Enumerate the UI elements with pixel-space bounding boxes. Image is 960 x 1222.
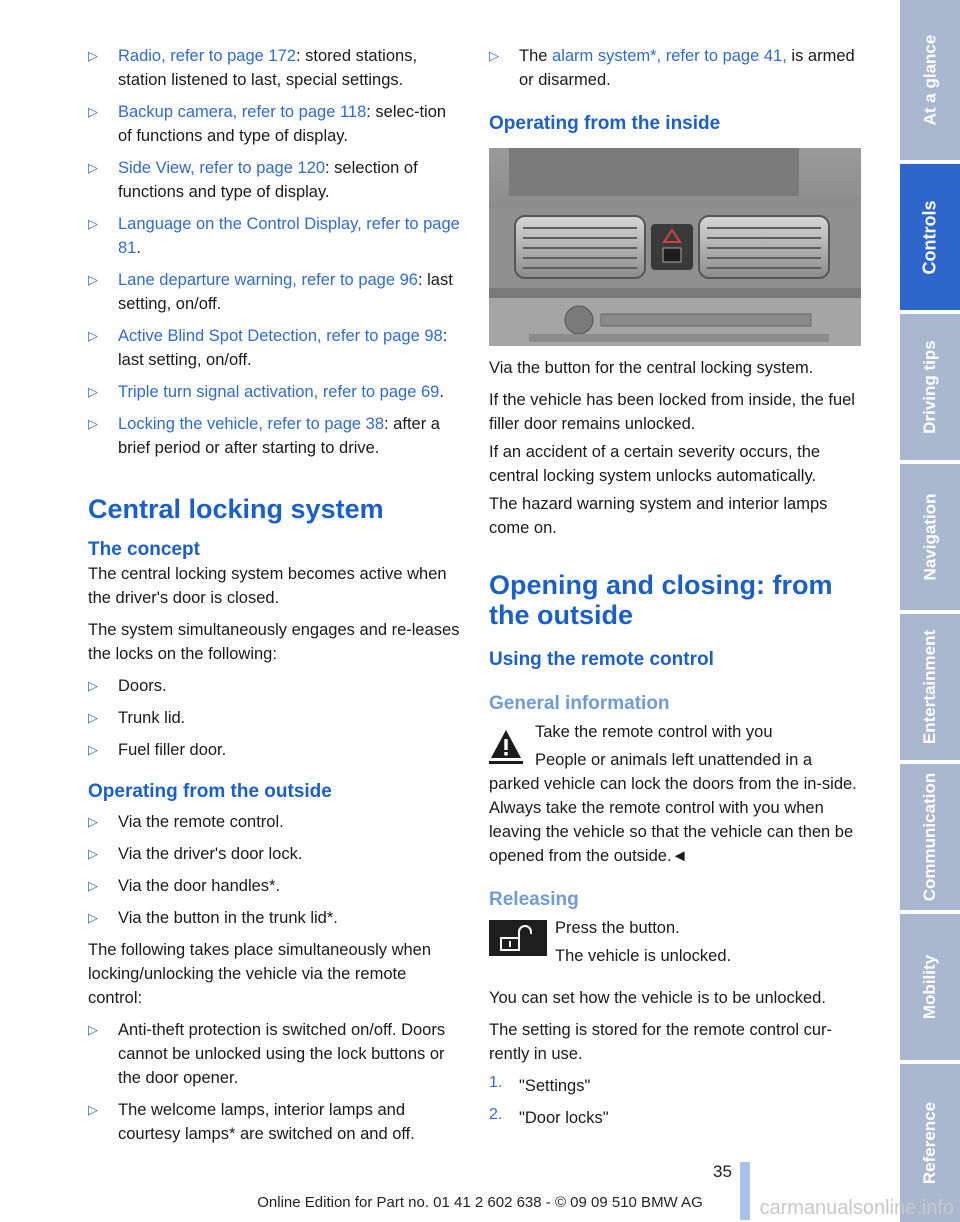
list-item [88, 1018, 464, 1090]
paragraph: The following takes place simultaneously when locking/unlocking the vehicle via the remote control: [88, 941, 432, 1007]
general-heading: General information [489, 693, 670, 714]
list-item [88, 706, 464, 730]
step-number: 1. [489, 1074, 503, 1091]
list-item-text: The [519, 47, 553, 65]
paragraph: If the vehicle has been locked from inside, the fuel filler door remains unlocked. [489, 391, 855, 433]
tab-label: At a glance [920, 34, 940, 126]
list-item [88, 156, 464, 204]
page-link[interactable]: Triple turn signal activation, refer to page 69 [118, 383, 440, 401]
paragraph: Via the button for the central locking system. [489, 359, 814, 377]
chapter-tabs [900, 0, 960, 1222]
section-title: Central locking system [88, 494, 384, 524]
list-item [489, 1074, 863, 1098]
release-result: The vehicle is unlocked. [555, 947, 732, 965]
tab-label: Reference [920, 1101, 939, 1185]
paragraph: The hazard warning system and interior lamps come on. [489, 495, 828, 537]
locks-list [88, 674, 464, 762]
page-link[interactable]: Side View, refer to page 120 [118, 159, 326, 177]
bullet-icon: ▷ [489, 48, 499, 63]
list-item [88, 874, 464, 898]
unlock-button-icon [489, 920, 547, 956]
outside-heading: Operating from the outside [88, 781, 332, 802]
list-item-text: Via the button in the trunk lid*. [118, 909, 338, 927]
list-item [88, 44, 464, 92]
list-item [88, 1098, 464, 1146]
warning-text: People or animals left unattended in a parked vehicle can lock the doors from the in-side. Always take the remote control with you when leaving the vehicle so that the vehicle can then be opened from the outside.◄ [489, 751, 857, 865]
page-link[interactable]: Locking the vehicle, refer to page 38 [118, 415, 385, 433]
page-marker-bar [740, 1162, 750, 1220]
bullet-icon: ▷ [88, 878, 98, 893]
warning-triangle-icon [489, 728, 523, 764]
bullet-icon: ▷ [88, 328, 98, 343]
bullet-icon: ▷ [88, 160, 98, 175]
tab-mobility[interactable] [900, 914, 960, 1060]
list-item [88, 324, 464, 372]
tab-label: Mobility [920, 954, 939, 1020]
list-item [88, 674, 464, 698]
releasing-heading: Releasing [489, 889, 579, 910]
list-item [88, 810, 464, 834]
list-item-text: Via the door handles*. [118, 877, 281, 895]
release-instruction [489, 916, 863, 976]
bullet-icon: ▷ [88, 742, 98, 757]
list-item-text: The welcome lamps, interior lamps and courtesy lamps* are switched on and off. [118, 1101, 415, 1143]
list-item [88, 412, 464, 460]
tab-at-a-glance[interactable] [900, 0, 960, 160]
list-item-text: : selection of functions and type of display. [118, 159, 418, 201]
paragraph: The central locking system becomes active when the driver's door is closed. [88, 565, 447, 607]
list-item [88, 100, 464, 148]
dashboard-lock-button-photo [489, 148, 861, 346]
bullet-icon: ▷ [88, 104, 98, 119]
page-link[interactable]: alarm system*, refer to page 41, [552, 47, 787, 65]
warning-note [489, 720, 863, 868]
list-item-text: Doors. [118, 677, 167, 695]
tab-label: Entertainment [920, 629, 940, 745]
bullet-icon: ▷ [88, 216, 98, 231]
inside-heading: Operating from the inside [489, 113, 721, 134]
list-item-text: : after a brief period or after starting to drive. [118, 415, 440, 457]
tab-navigation[interactable] [900, 464, 960, 610]
list-item-text: is armed or disarmed. [519, 47, 855, 89]
list-item [88, 738, 464, 762]
bullet-icon: ▷ [88, 272, 98, 287]
tab-communication[interactable] [900, 764, 960, 910]
list-item [88, 906, 464, 930]
list-item-text: : last setting, on/off. [118, 271, 453, 313]
bullet-icon: ▷ [88, 1102, 98, 1117]
bullet-icon: ▷ [88, 846, 98, 861]
paragraph: The setting is stored for the remote control cur-rently in use. [489, 1021, 832, 1063]
watermark: carmanualsonline.info [759, 1197, 954, 1219]
list-item [88, 212, 464, 260]
page-link[interactable]: Active Blind Spot Detection, refer to page 98 [118, 327, 443, 345]
tab-label: Controls [919, 200, 940, 274]
list-item-text: . [439, 383, 444, 401]
footer-text: Online Edition for Part no. 01 41 2 602 638 - © 09 09 510 BMW AG [257, 1194, 703, 1211]
effects-list [88, 1018, 464, 1146]
list-item [88, 842, 464, 866]
list-item-text: Via the remote control. [118, 813, 284, 831]
section-title: Opening and closing: from the outside [489, 570, 833, 630]
tab-entertainment[interactable] [900, 614, 960, 760]
list-item-text: Via the driver's door lock. [118, 845, 303, 863]
release-step: Press the button. [555, 919, 680, 937]
bullet-icon: ▷ [88, 910, 98, 925]
warning-title: Take the remote control with you [535, 723, 773, 741]
paragraph: The system simultaneously engages and re-leases the locks on the following: [88, 621, 460, 663]
page-link[interactable]: Language on the Control Display, refer to page 81 [118, 215, 460, 257]
page-link[interactable]: Lane departure warning, refer to page 96 [118, 271, 418, 289]
bullet-icon: ▷ [88, 814, 98, 829]
bullet-icon: ▷ [88, 384, 98, 399]
list-item-text: : selec-tion of functions and type of display. [118, 103, 447, 145]
bullet-icon: ▷ [88, 416, 98, 431]
outside-list [88, 810, 464, 930]
list-item-text: "Door locks" [519, 1109, 609, 1127]
right-column [489, 44, 863, 1138]
list-item [88, 268, 464, 316]
page-link[interactable]: Radio, refer to page 172 [118, 47, 296, 65]
bullet-icon: ▷ [88, 1022, 98, 1037]
step-number: 2. [489, 1106, 503, 1123]
left-column [88, 44, 464, 1154]
paragraph: If an accident of a certain severity occurs, the central locking system unlocks automatically. [489, 443, 821, 485]
tab-label: Driving tips [920, 340, 940, 434]
list-item [489, 1106, 863, 1130]
settings-list [88, 44, 464, 460]
bullet-icon: ▷ [88, 48, 98, 63]
page-link[interactable]: Backup camera, refer to page 118 [118, 103, 367, 121]
list-item-text: : last setting, on/off. [118, 327, 448, 369]
list-item-text: . [136, 239, 141, 257]
list-item-text: : stored stations, station listened to last, special settings. [118, 47, 418, 89]
remote-heading: Using the remote control [489, 649, 714, 670]
tab-driving-tips[interactable] [900, 314, 960, 460]
tab-controls[interactable] [900, 164, 960, 310]
paragraph: You can set how the vehicle is to be unlocked. [489, 989, 826, 1007]
page-number: 35 [713, 1162, 732, 1181]
list-item [88, 380, 464, 404]
bullet-icon: ▷ [88, 710, 98, 725]
bullet-icon: ▷ [88, 678, 98, 693]
list-item-text: Anti-theft protection is switched on/off. Doors cannot be unlocked using the lock buttons or the door opener. [118, 1021, 446, 1087]
list-item [489, 44, 863, 92]
tab-label: Navigation [920, 493, 939, 581]
tab-label: Communication [920, 772, 940, 902]
list-item-text: Fuel filler door. [118, 741, 227, 759]
list-item-text: "Settings" [519, 1077, 591, 1095]
list-item-text: Trunk lid. [118, 709, 186, 727]
steps-list [489, 1074, 863, 1130]
concept-heading: The concept [88, 539, 200, 560]
